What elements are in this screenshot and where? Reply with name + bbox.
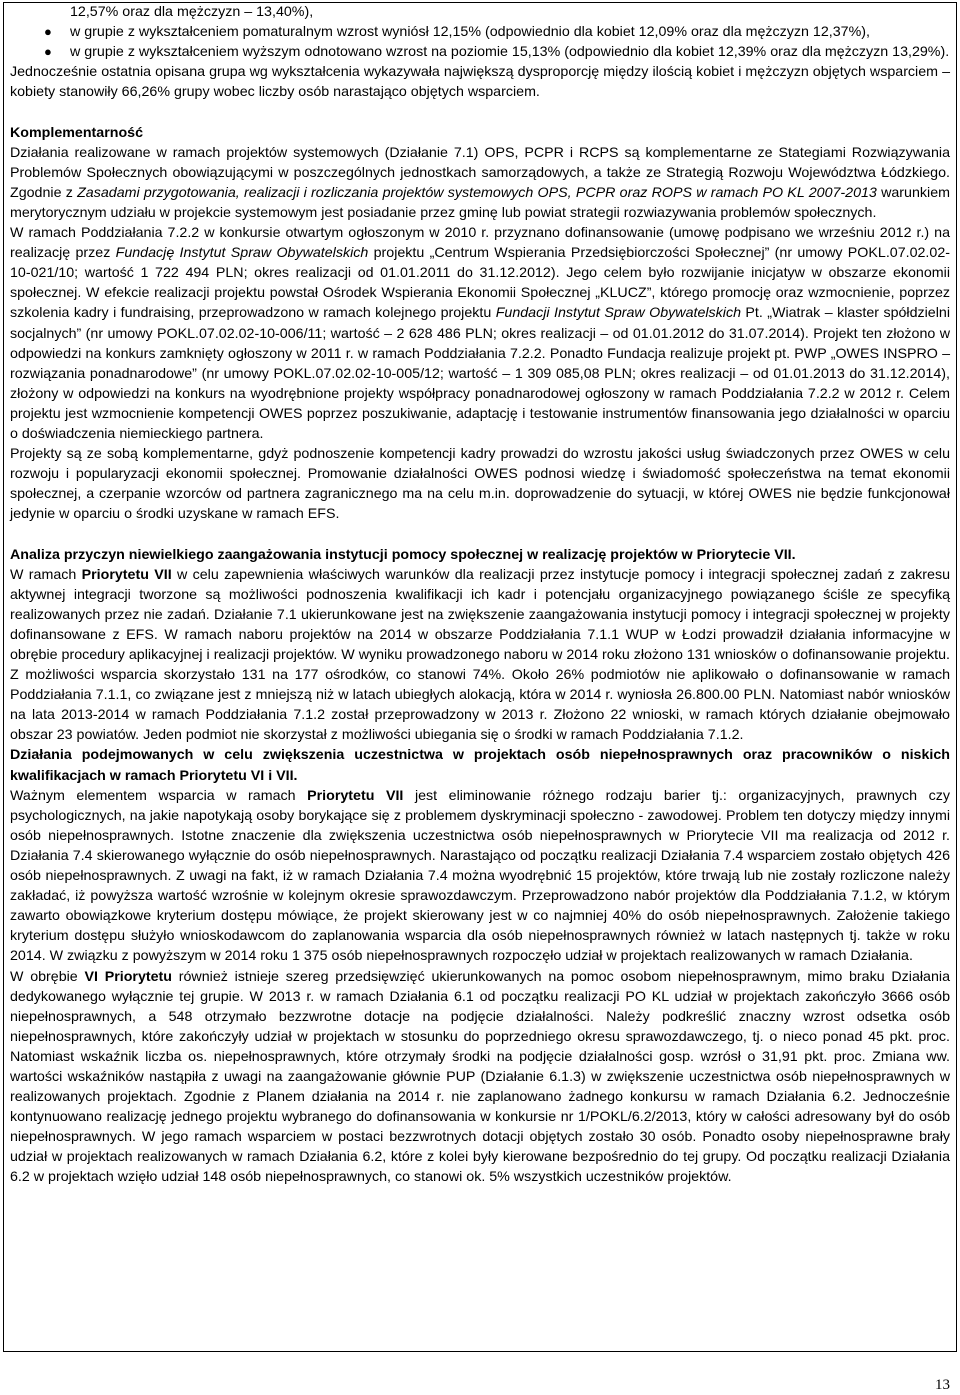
text-run: W obrębie — [10, 968, 85, 985]
text-run-bold: VI Priorytetu — [84, 968, 173, 985]
list-item — [10, 2, 950, 22]
paragraph-dzialania-2 — [10, 967, 950, 1188]
heading-komplementarnosc: Komplementarność — [10, 124, 144, 141]
text-run: Działania realizowane w ramach projektów systemowych (Działanie 7.1) OPS, PCPR i RCPS są komplementarne ze Stategiami Rozwiązywania Problemów Społecznych obowiązującymi w poszczególnych jednostkach samorządowych, a także ze Strategią Rozwoju Województwa Łódzkiego. Zgodnie z — [10, 144, 950, 201]
paragraph-analiza — [10, 565, 950, 746]
list-item-text: 12,57% oraz dla mężczyzn – 13,40%), — [70, 4, 314, 20]
page-number: 13 — [935, 1377, 950, 1393]
text-run: Pt. „Wiatrak – klaster spółdzielni socjalnych” (nr umowy POKL.07.02.02-10-006/11; wartość – 2 628 486 PLN; okres realizacji – od 01.01.2012 do 31.07.2014). Projekt ten złożono w odpowiedzi na konkurs zamknięty ogłoszony w 2011 r. w ramach Poddziałania 7.2.2. Ponadto Fundacja realizuje projekt pt. PWP „OWES INSPRO – rozwiązania ponadnarodowe” (nr umowy POKL.07.02.02-10-005/12; wartość – 1 309 085,08 PLN; okres realizacji – od 01.01.2013 do 31.12.2014), złożony w odpowiedzi na konkurs na wyodrębnione projekty współpracy ponadnarodowej ogłoszony w ramach Poddziałania 7.2.2 w 2012 r. Celem projektu jest wzmocnienie kompetencji OWES poprzez poszukiwanie, adaptację i testowanie instrumentów finansowania jego działalności w oparciu o doświadczenia niemieckiego partnera. — [10, 305, 950, 442]
text-run: W ramach — [10, 566, 82, 583]
list-item — [10, 42, 950, 62]
text-run-bold: Priorytetu VII — [81, 566, 172, 583]
paragraph-dzialania-1 — [10, 786, 950, 967]
list-item — [10, 22, 950, 42]
text-run: Ważnym elementem wsparcia w ramach — [10, 787, 308, 804]
text-run-italic: Fundację Instytut Spraw Obywatelskich — [115, 245, 369, 262]
list-item-text: w grupie z wykształceniem pomaturalnym wzrost wyniósł 12,15% (odpowiednio dla kobiet 12,09% oraz dla mężczyzn 12,37%), — [70, 24, 870, 41]
education-growth-list — [10, 2, 950, 62]
paragraph-komplementarnosc-2 — [10, 223, 950, 444]
spacer — [10, 102, 950, 122]
text-run: W ramach Poddziałania 7.2.2 w konkursie otwartym ogłoszonym w 2010 r. przyznano dofinansowanie (umowę podpisano we wrześniu 2012 r.) na realizację przez — [10, 225, 950, 262]
document-body — [10, 2, 950, 1188]
bullet-icon: ● — [44, 24, 52, 40]
heading-dzialania: Działania podejmowanych w celu zwiększenia uczestnictwa w projektach osób niepełnosprawnych oraz pracowników o niskich kwalifikacjach w ramach Priorytetu VI i VII. — [10, 747, 950, 784]
text-run: również istnieje szereg przedsięwzięć ukierunkowanych na pomoc osobom niepełnosprawnym, mimo braku Działania dedykowanego wyłącznie tej grupie. W 2013 r. w ramach Działania 6.1 od początku realizacji PO KL udział w projektach zakończyło 3666 osób niepełnosprawnych, a 548 otrzymało bezzwrotne dotacje na podjęcie działalności. Należy podkreślić znaczny wzrost odsetka osób niepełnosprawnych, które zakończyły udział w projektach w stosunku do poprzedniego okresu sprawozdawczego, tj. o nieco ponad 45 pkt. proc. Natomiast wskaźnik liczba os. niepełnosprawnych, które otrzymały środki na podjęcie działalności gosp. wzrósł o 31,91 pkt. proc. Zmiana ww. wartości wskaźników nastąpiła z uwagi na zaangażowanie głównie PUP (Działanie 6.1.3) w zwiększenie uczestnictwa osób niepełnosprawnych w realizowanych projektach. Zgodnie z Planem działania na 2014 r. nie zaplanowano żadnego konkursu w ramach Działania 6.2. Jednocześnie kontynuowano realizację jednego projektu wybranego do dofinansowania w konkursie nr 1/POKL/6.2/2013, który w całości adresowany był do osób niepełnosprawnych. W jego ramach wsparciem w postaci bezzwrotnych dotacji objętych zostało 30 osób. Ponadto osoby niepełnosprawne brały udział w projektach realizowanych w ramach Działania 6.2, które z kolei były kierowane bezpośrednio do tej grupy. Od początku realizacji Działania 6.2 w projektach wzięło udział 148 osób niepełnosprawnych, co stanowi ok. 5% wszystkich uczestników projektów. — [10, 968, 950, 1186]
spacer — [10, 524, 950, 544]
text-run: warunkiem merytorycznym udziału w projekcie systemowym jest posiadanie przez gminę lub powiat strategii rozwiazywania problemów społecznych. — [10, 184, 950, 221]
list-item-text: w grupie z wykształceniem wyższym odnotowano wzrost na poziomie 15,13% (odpowiednio dla kobiet 12,39% oraz dla mężczyzn 13,29%). — [70, 44, 950, 61]
text-run-italic: Fundacji Instytut Spraw Obywatelskich — [495, 305, 742, 322]
text-run-bold: Priorytetu VII — [307, 787, 404, 804]
bullet-icon: ● — [44, 44, 52, 60]
paragraph-disproportion: Jednocześnie ostatnia opisana grupa wg wykształcenia wykazywała największą dysproporcję między ilością kobiet i mężczyzn objętych wsparciem – kobiety stanowiły 66,26% grupy wobec liczby osób narastająco objętych wsparciem. — [10, 64, 950, 101]
heading-analiza: Analiza przyczyn niewielkiego zaangażowania instytucji pomocy społecznej w realizację projektów w Priorytecie VII. — [10, 546, 796, 563]
paragraph-komplementarnosc-1 — [10, 143, 950, 223]
paragraph-komplementarnosc-3: Projekty są ze sobą komplementarne, gdyż podnoszenie kompetencji kadry prowadzi do wzrostu jakości usług świadczonych przez OWES w celu rozwoju i popularyzacji ekonomii społecznej. Promowanie działalności OWES podnosi wiedzę i świadomość społeczeństwa na temat ekonomii społecznej, a czerpanie wzorców od partnera zagranicznego ma na celu m.in. doprowadzenie do sytuacji, w której OWES nie będzie funkcjonował jedynie w oparciu o środki uzyskane w ramach EFS. — [10, 446, 950, 523]
text-run: jest eliminowanie różnego rodzaju barier tj.: organizacyjnych, prawnych czy psychologicznych, na jakie napotykają osoby borykające się z problemem dyskryminacji społeczno - zawodowej. Problem ten dotyczy między innymi osób niepełnosprawnych. Istotne znaczenie dla zwiększenia uczestnictwa osób niepełnosprawnych w Priorytecie VII ma realizacja od 2012 r. Działania 7.4 skierowanego wyłącznie do osób niepełnosprawnych. Narastająco od początku realizacji Działania 7.4 wsparciem zostało objętych 426 osób niepełnosprawnych. Z uwagi na fakt, iż w ramach Działania 7.4 można wyodrębnić 15 projektów, które trwają lub nie zostały rozliczone należy zakładać, iż powyższa wartość wzrośnie w kolejnym okresie sprawozdawczym. Przeprowadzono nabór projektów dla Poddziałania 7.1.2, w którym zawarto obowiązkowe kryterium dostępu mówiące, że projekt skierowany jest w co najmniej 40% do osób niepełnosprawnych. Założenie takiego kryterium dostępu służyło wnioskodawcom do zaplanowania wsparcia dla osób niepełnosprawnych również w latach następnych tj. także w roku 2014. W związku z powyższym w 2014 roku 1 375 osób niepełnosprawnych rozpoczęło udział w projektach realizowanych w ramach Działania. — [10, 787, 951, 965]
text-run: w celu zapewnienia właściwych warunków dla realizacji przez instytucje pomocy i integracji społecznej zadań z zakresu aktywnej integracji tworzone są możliwości podnoszenia kwalifikacji ich kadr i potencjału organizacyjnego powiązanego ściśle ze specyfiką realizowanych przez nie zadań. Działanie 7.1 ukierunkowane jest na zwiększenie zaangażowania instytucji pomocy i integracji społecznej w projekty dofinansowane z EFS. W ramach naboru projektów na 2014 w obszarze Poddziałania 7.1.1 WUP w Łodzi prowadził działania informacyjne w obrębie procedury aplikacyjnej i realizacji projektów. W wyniku prowadzonego naboru w 2014 roku złożono 131 wniosków o dofinansowanie projektu. Z możliwości wsparcia skorzystało 131 na 177 ośrodków, co stanowi 74%. Około 26% podmiotów nie aplikowało o dofinansowanie w ramach Poddziałania 7.1.1, co związane jest z mniejszą niż w latach ubiegłych alokacją, która w 2014 r. wyniosła 26.800.00 PLN. Natomiast nabór wniosków na lata 2013-2014 w ramach Poddziałania 7.1.2 został przeprowadzony w 2013 r. Złożono 22 wnioski, w ramach których działanie obejmowało obszar 23 powiatów. Jeden podmiot nie skorzystał z możliwości ubiegania się o środki w ramach Poddziałania 7.1.2. — [10, 566, 950, 744]
text-run-italic: Zasadami przygotowania, realizacji i rozliczania projektów systemowych OPS, PCPR oraz ROPS w ramach PO KL 2007-2013 — [77, 184, 877, 201]
text-run: projektu „Centrum Wspierania Przedsiębiorczości Społecznej” (nr umowy POKL.07.02.02-10-021/10; wartość 1 722 494 PLN; okres realizacji od 01.01.2011 do 31.12.2012). Jego celem było rozwijanie inicjatyw w obszarze ekonomii społecznej. W efekcie realizacji projektu powstał Ośrodek Wspierania Ekonomii Społecznej „KLUCZ”, którego promocję oraz wzmocnienie, poprzez szkolenia kadry i fundraising, przeprowadzono w ramach kolejnego projektu — [10, 245, 950, 322]
